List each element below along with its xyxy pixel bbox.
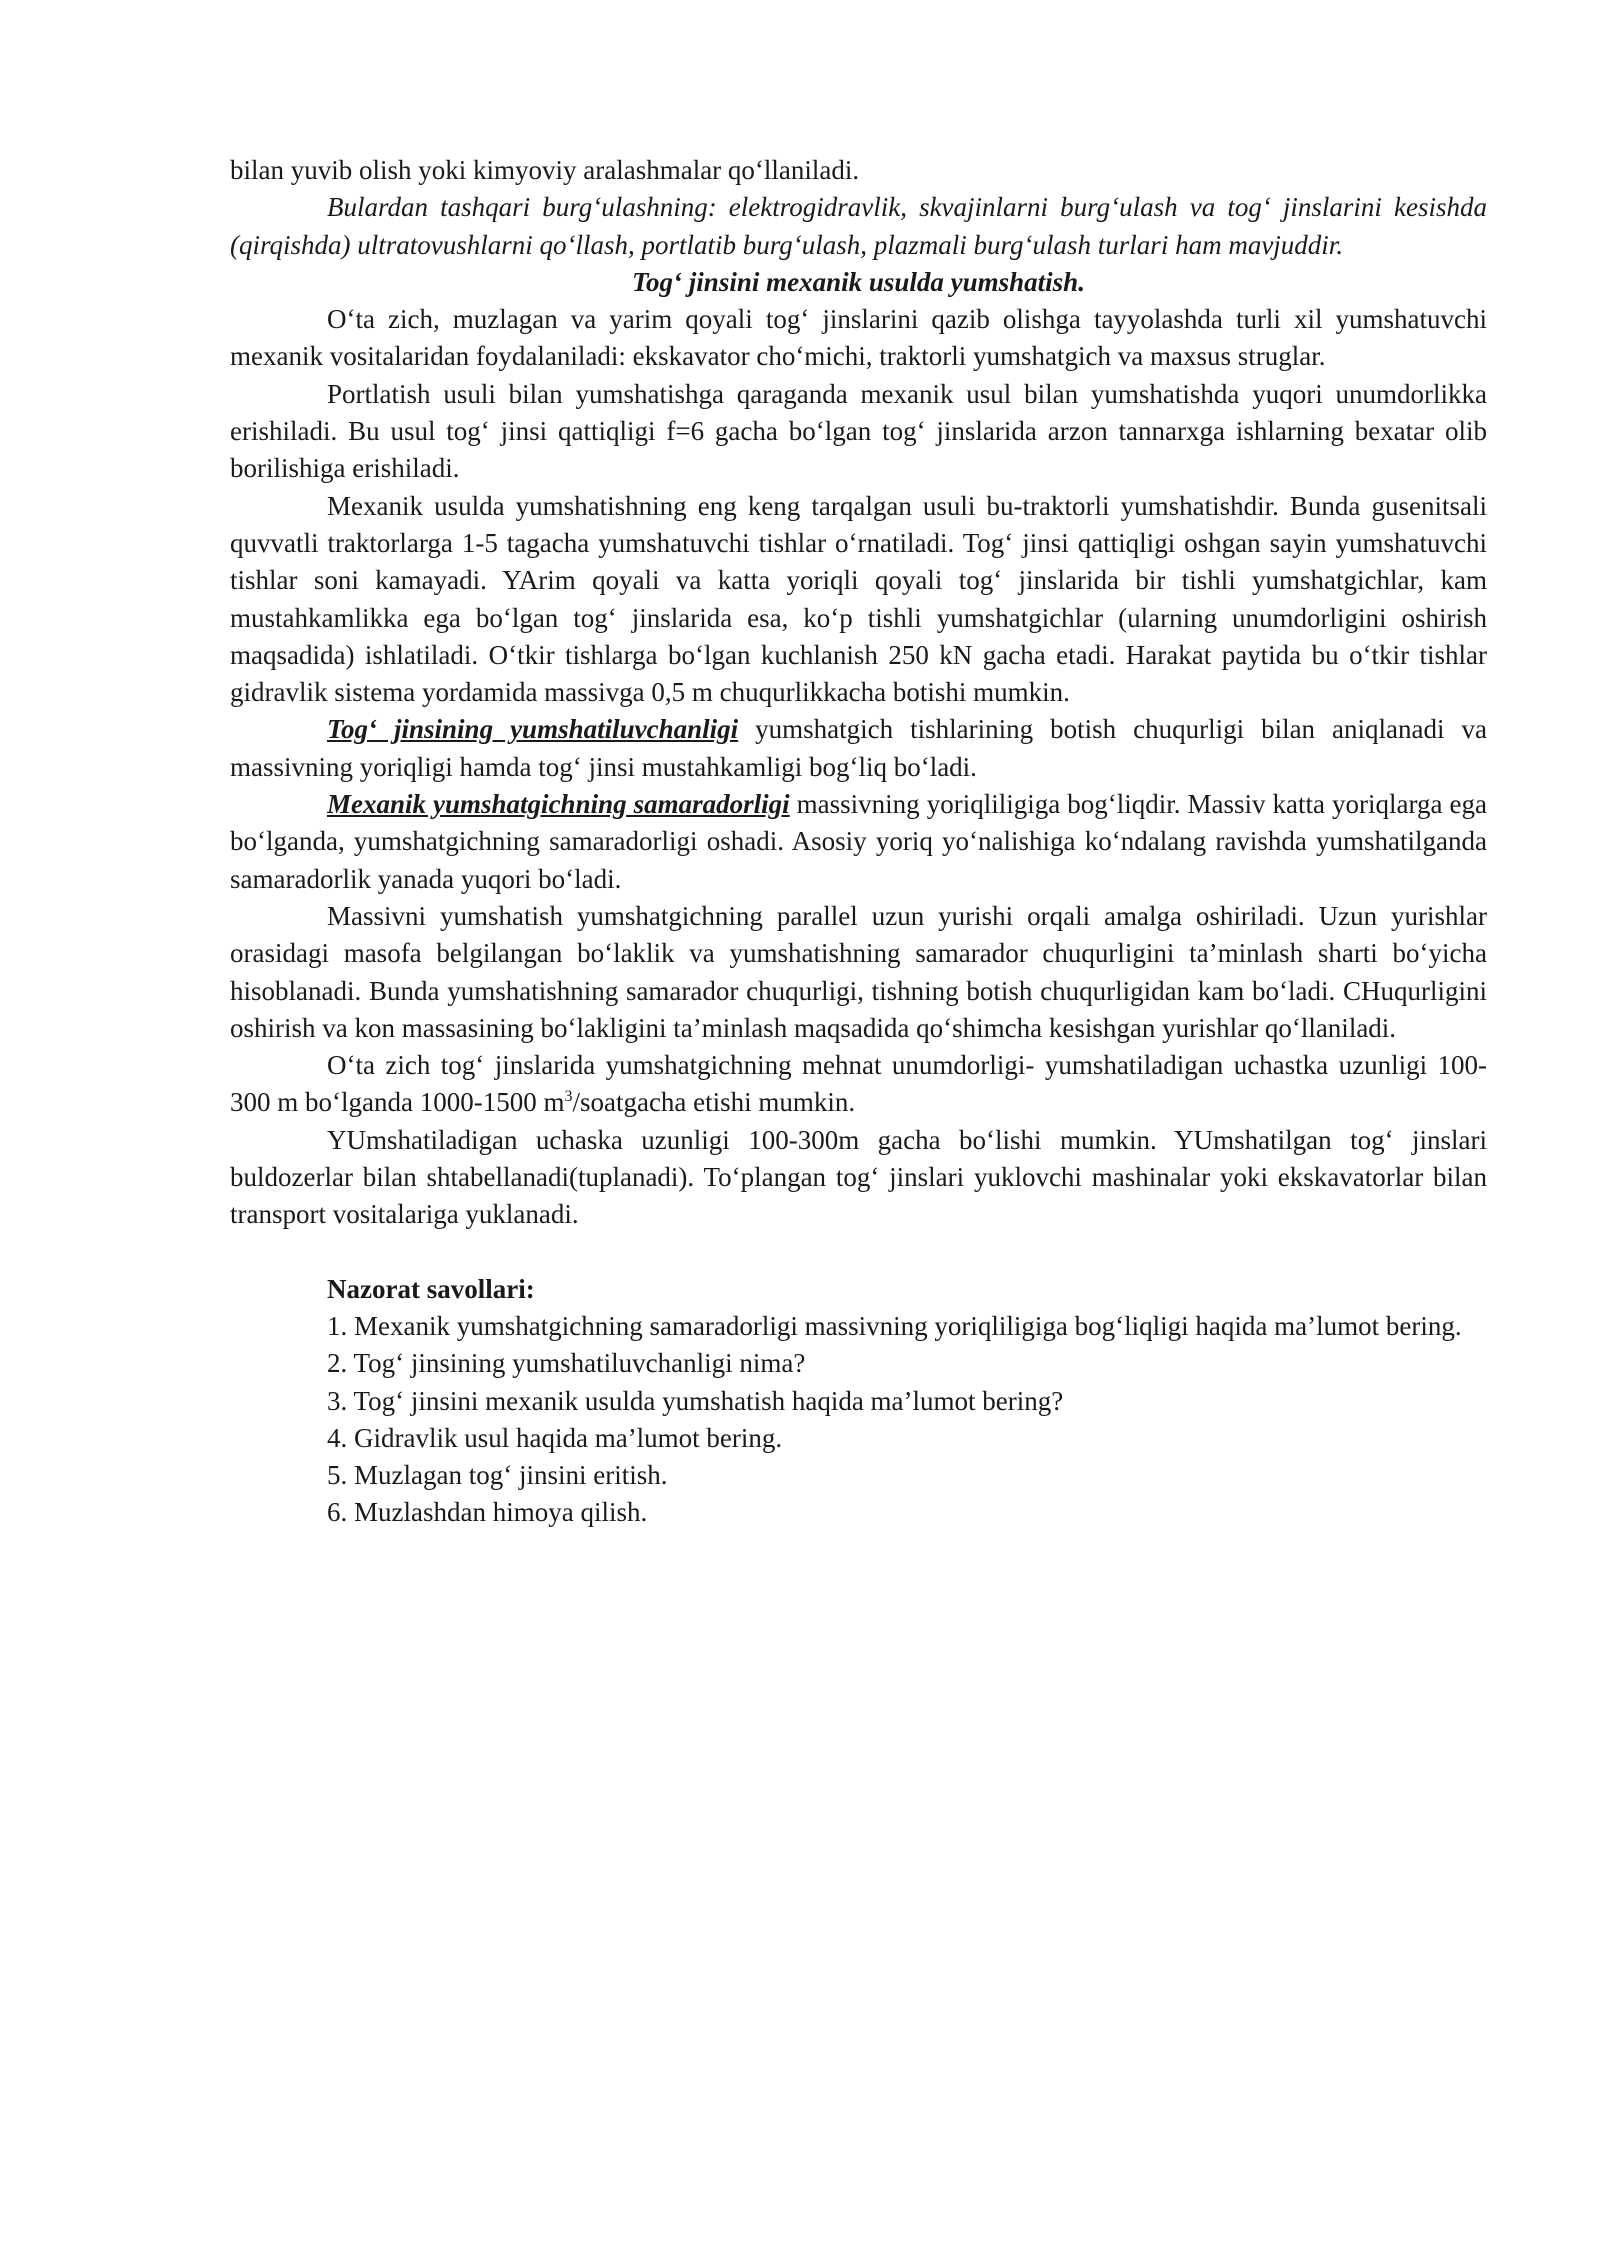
question-item: 5. Muzlagan tog‘ jinsini eritish. (327, 1460, 668, 1491)
question-item: 1. Mexanik yumshatgichning samaradorligi massivning yoriqliligiga bog‘liqligi haqida ma’lumot bering. (327, 1310, 1462, 1341)
paragraph-mechanical-tools: O‘ta zich, muzlagan va yarim qoyali tog‘ jinslarini qazib olishga tayyolashda turli xil yumshatuvchi mexanik vositalaridan foydalaniladi: ekskavator cho‘michi, traktorli yumshatgich va maxsus struglar. (230, 304, 1487, 372)
paragraph-looseness-text: yumshatgich tishlarining botish chuqurligi bilan aniqlanadi va massivning yoriqligi hamda tog‘ jinsi mustahkamligi bog‘liq bo‘ladi. (230, 714, 1487, 782)
spacer (230, 1234, 1487, 1271)
paragraph-labor-productivity (230, 1047, 1487, 1122)
term-efficiency: Mexanik yumshatgichning samaradorligi (327, 789, 790, 820)
question-item: 2. Tog‘ jinsining yumshatiluvchanligi nima? (327, 1348, 806, 1379)
superscript-cubic: 3 (564, 1088, 573, 1106)
section-title: Tog‘ jinsini mexanik usulda yumshatish. (632, 266, 1085, 297)
document-page (230, 152, 1487, 1532)
paragraph-drilling-types: Bulardan tashqari burg‘ulashning: elektrogidravlik, skvajinlarni burg‘ulash va tog‘ jinslarini kesishda (qirqishda) ultratovushlarni qo‘llash, portlatib burg‘ulash, plazmali burg‘ulash turlari ham mavjuddir. (230, 192, 1487, 260)
paragraph-looseness-definition (230, 711, 1487, 786)
paragraph-efficiency-definition (230, 786, 1487, 898)
questions-heading: Nazorat savollari: (327, 1273, 535, 1304)
term-looseness: Tog‘ jinsining yumshatiluvchanligi (327, 714, 739, 745)
paragraph-productivity: Portlatish usuli bilan yumshatishga qaraganda mexanik usul bilan yumshatishda yuqori unumdorlikka erishiladi. Bu usul tog‘ jinsi qattiqligi f=6 gacha bo‘lgan tog‘ jinslarida arzon tannarxga ishlarning bexatar olib borilishiga erishiladi. (230, 378, 1487, 484)
paragraph-tractor-loosening: Mexanik usulda yumshatishning eng keng tarqalgan usuli bu-traktorli yumshatishdir. Bunda gusenitsali quvvatli traktorlarga 1-5 tagacha yumshatuvchi tishlar o‘rnatiladi. Tog‘ jinsi qattiqligi oshgan sayin yumshatuvchi tishlar soni kamayadi. YArim qoyali va katta yoriqli qoyali tog‘ jinslarida bir tishli yumshatgichlar, kam mustahkamlikka ega bo‘lgan tog‘ jinslarida esa, ko‘p tishli yumshatgichlar (ularning unumdorligini oshirish maqsadida) ishlatiladi. O‘tkir tishlarga bo‘lgan kuchlanish 250 kN gacha etadi. Harakat paytida bu o‘tkir tishlar gidravlik sistema yordamida massivga 0,5 m chuqurlikkacha botishi mumkin. (230, 490, 1487, 708)
paragraph-labor-text-b: /soatgacha etishi mumkin. (572, 1087, 856, 1118)
question-item: 3. Tog‘ jinsini mexanik usulda yumshatish haqida ma’lumot bering? (327, 1385, 1064, 1416)
paragraph-parallel-passes: Massivni yumshatish yumshatgichning parallel uzun yurishi orqali amalga oshiriladi. Uzun yurishlar orasidagi masofa belgilangan bo‘laklik va yumshatishning samarador chuqurligini ta’minlash sharti bo‘yicha hisoblanadi. Bunda yumshatishning samarador chuqurligi, tishning botish chuqurligidan kam bo‘ladi. CHuqurligini oshirish va kon massasining bo‘lakligini ta’minlash maqsadida qo‘shimcha kesishgan yurishlar qo‘llaniladi. (230, 900, 1487, 1043)
paragraph-continuation: bilan yuvib olish yoki kimyoviy aralashmalar qo‘llaniladi. (230, 155, 860, 185)
question-item: 4. Gidravlik usul haqida ma’lumot bering. (327, 1422, 783, 1453)
paragraph-efficiency-text: massivning yoriqliligiga bog‘liqdir. Massiv katta yoriqlarga ega bo‘lganda, yumshatgichning samaradorligi oshadi. Asosiy yoriq yo‘nalishiga ko‘ndalang ravishda yumshatilganda samaradorlik yanada yuqori bo‘ladi. (230, 789, 1487, 894)
question-item: 6. Muzlashdan himoya qilish. (327, 1497, 648, 1528)
paragraph-section-length: YUmshatiladigan uchaska uzunligi 100-300m gacha bo‘lishi mumkin. YUmshatilgan tog‘ jinslari buldozerlar bilan shtabellanadi(tuplanadi). To‘plangan tog‘ jinslari yuklovchi mashinalar yoki ekskavatorlar bilan transport vositalariga yuklanadi. (230, 1124, 1487, 1230)
paragraph-labor-text-a: O‘ta zich tog‘ jinslarida yumshatgichning mehnat unumdorligi- yumshatiladigan uchastka uzunligi 100-300 m bo‘lganda 1000-1500 m (230, 1050, 1487, 1118)
